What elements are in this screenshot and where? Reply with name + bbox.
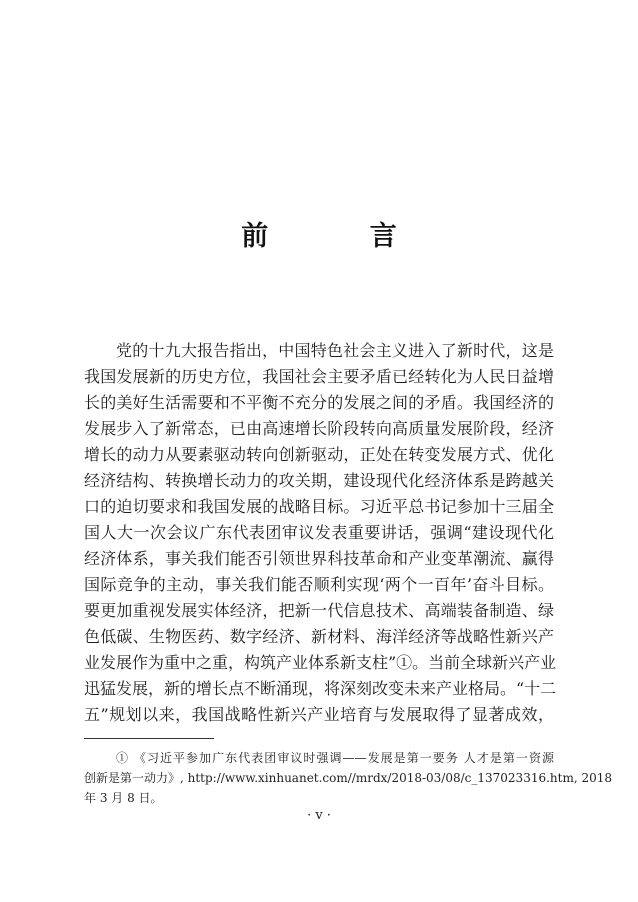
footnote-divider: [84, 738, 214, 739]
paragraph-line: 党的十九大报告指出，中国特色社会主义进入了新时代，这是: [116, 341, 554, 360]
paragraph-line: 增长的动力从要素驱动转向创新驱动，正处在转变发展方式、优化: [84, 445, 554, 464]
footnote-line: 年 3 月 8 日。: [84, 791, 163, 805]
page-number: · v ·: [307, 808, 331, 823]
paragraph-line: 口的迫切要求和我国发展的战略目标。习近平总书记参加十三届全: [84, 497, 554, 516]
page-title: 前 言: [241, 221, 443, 252]
paragraph-line: 国人大一次会议广东代表团审议发表重要讲话，强调“建设现代化: [84, 523, 554, 542]
footnote-line: ① 《习近平参加广东代表团审议时强调——发展是第一要务 人才是第一资源: [116, 751, 554, 765]
paragraph-line: 经济体系，事关我们能否引领世界科技革命和产业变革潮流、赢得: [84, 549, 554, 568]
paragraph-line: 发展步入了新常态，已由高速增长阶段转向高质量发展阶段，经济: [84, 419, 554, 438]
paragraph-line: 我国发展新的历史方位，我国社会主要矛盾已经转化为人民日益增: [84, 367, 554, 386]
paragraph-line: 业发展作为重中之重，构筑产业体系新支柱”①。当前全球新兴产业: [84, 653, 557, 672]
paragraph-line: 五”规划以来，我国战略性新兴产业培育与发展取得了显著成效，: [84, 705, 554, 724]
paragraph-line: 色低碳、生物医药、数字经济、新材料、海洋经济等战略性新兴产: [84, 627, 554, 646]
paragraph-line: 国际竞争的主动，事关我们能否顺利实现‘两个一百年’奋斗目标。: [84, 575, 554, 594]
footnote-line: 创新是第一动力》, http://www.xinhuanet.com//mrdx/2018-03/08/c_137023316.htm, 2018: [84, 771, 613, 785]
paragraph-line: 长的美好生活需要和不平衡不充分的发展之间的矛盾。我国经济的: [84, 393, 554, 412]
paragraph-line: 迅猛发展，新的增长点不断涌现，将深刻改变未来产业格局。“十二: [84, 679, 557, 698]
paragraph-line: 要更加重视发展实体经济，把新一代信息技术、高端装备制造、绿: [84, 601, 554, 620]
paragraph-line: 经济结构、转换增长动力的攻关期，建设现代化经济体系是跨越关: [84, 471, 554, 490]
